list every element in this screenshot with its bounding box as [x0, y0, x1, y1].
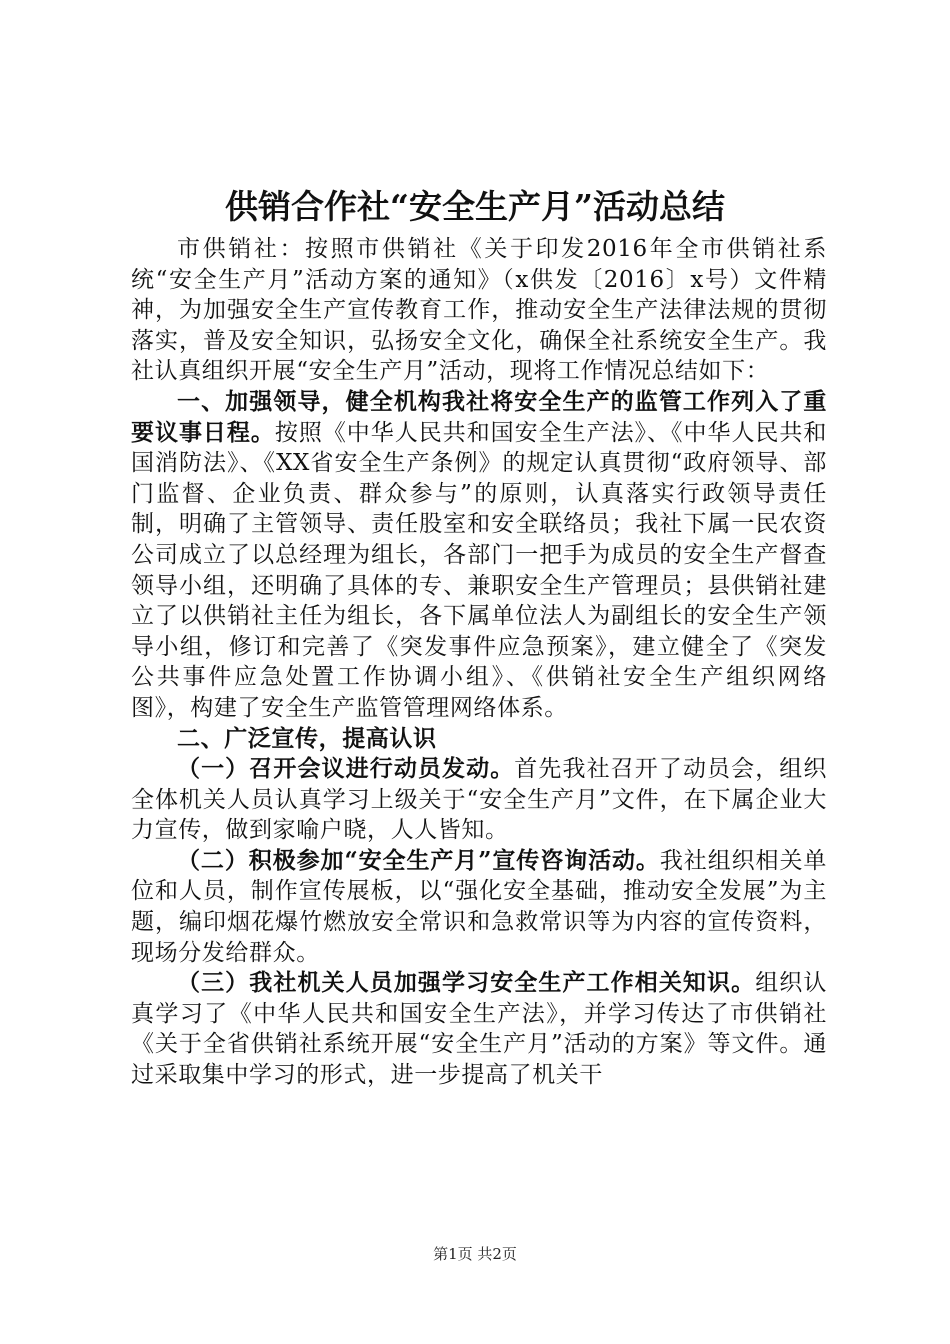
section2-item2-lead: （二）积极参加“安全生产月”宣传咨询活动。: [177, 846, 660, 874]
section2-item3-paragraph: [131, 968, 827, 1090]
section1-lead: 一、加强领导，健全机构我社将安全生产的监管工作列入了重要议事日程。: [131, 387, 827, 446]
section2-heading: 二、广泛宣传，提高认识: [177, 724, 437, 752]
section2-item1-paragraph: [131, 754, 827, 846]
section1-paragraph: [131, 387, 827, 724]
section2-item1-lead: （一）召开会议进行动员发动。: [177, 755, 515, 783]
section2-item2-paragraph: [131, 846, 827, 968]
page-footer: 第1页 共2页: [433, 1245, 517, 1263]
section2-item2-body: 我社组织相关单位和人员，制作宣传展板，以“强化安全基础，推动安全发展”为主题，编印烟花爆竹燃放安全常识和急救常识等为内容的宣传资料，现场分发给群众。: [131, 847, 828, 966]
section1-body: 按照《中华人民共和国安全生产法》、《中华人民共和国消防法》、《XX省安全生产条例》的规定认真贯彻“政府领导、部门监督、企业负责、群众参与”的原则，认真落实行政领导责任制，明确了主管领导、责任股室和安全联络员；我社下属一民农资公司成立了以总经理为组长，各部门一把手为成员的安全生产督查领导小组，还明确了具体的专、兼职安全生产管理员；县供销社建立了以供销社主任为组长，各下属单位法人为副组长的安全生产领导小组，修订和完善了《突发事件应急预案》，建立健全了《突发公共事件应急处置工作协调小组》、《供销社安全生产组织网络图》，构建了安全生产监管管理网络体系。: [131, 419, 827, 721]
document-title: 供销合作社“安全生产月”活动总结: [225, 187, 725, 226]
intro-paragraph: 市供销社：按照市供销社《关于印发2016年全市供销社系统“安全生产月”活动方案的通知》（x供发〔2016〕x号）文件精神，为加强安全生产宣传教育工作，推动安全生产法律法规的贯彻落实，普及安全知识，弘扬安全文化，确保全社系统安全生产。我社认真组织开展“安全生产月”活动，现将工作情况总结如下：: [131, 236, 827, 385]
section2-item3-body: 组织认真学习了《中华人民共和国安全生产法》，并学习传达了市供销社《关于全省供销社系统开展“安全生产月”活动的方案》等文件。通过采取集中学习的形式，进一步提高了机关干: [131, 970, 827, 1089]
section2-item1-body: 首先我社召开了动员会，组织全体机关人员认真学习上级关于“安全生产月”文件，在下属企业大力宣传，做到家喻户晓，人人皆知。: [131, 756, 827, 844]
document-body: [131, 234, 827, 1091]
section2-item3-lead: （三）我社机关人员加强学习安全生产工作相关知识。: [177, 969, 756, 997]
